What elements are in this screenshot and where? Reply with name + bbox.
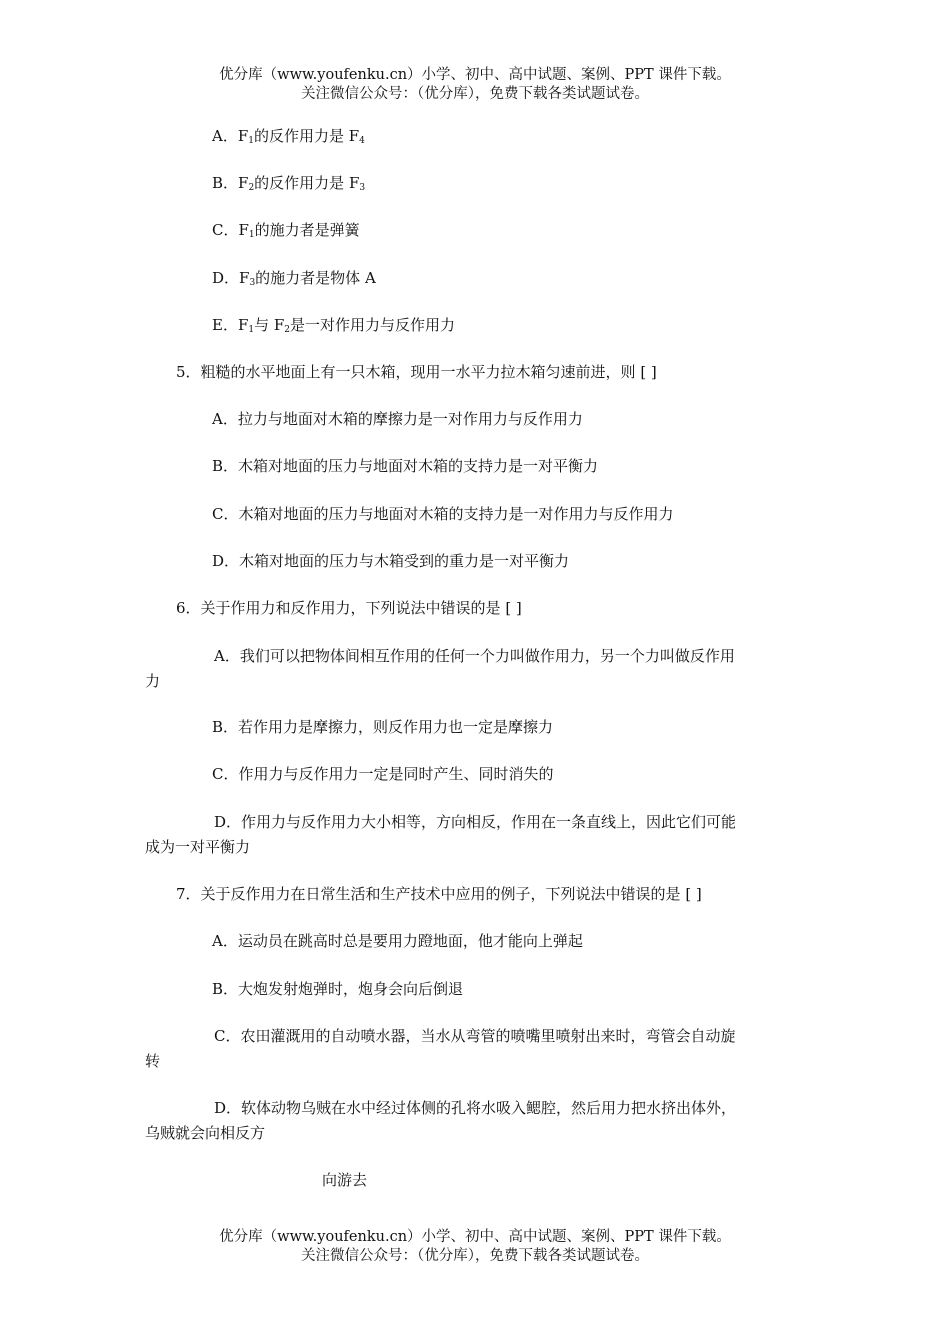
- q4-option-c: C．$F_1$的施力者是弹簧: [212, 221, 360, 240]
- q7-stem: 7．关于反作用力在日常生活和生产技术中应用的例子，下列说法中错误的是 [ ]: [176, 885, 702, 903]
- header-line-2: 关注微信公众号：（优分库），免费下载各类试题试卷。: [301, 86, 649, 102]
- q5-option-b: B．木箱对地面的压力与地面对木箱的支持力是一对平衡力: [212, 457, 599, 475]
- q7-option-c-line-1: C．农田灌溉用的自动喷水器，当水从弯管的喷嘴里喷射出来时，弯管会自动旋: [214, 1027, 736, 1045]
- q4-option-d: D．$F_3$的施力者是物体 A: [212, 269, 376, 288]
- q7-option-b: B．大炮发射炮弹时，炮身会向后倒退: [212, 980, 464, 998]
- q7-option-d-line-2: 乌贼就会向相反方: [145, 1124, 266, 1142]
- q6-option-c: C．作用力与反作用力一定是同时产生、同时消失的: [212, 765, 554, 783]
- q6-option-a-line-1: A．我们可以把物体间相互作用的任何一个力叫做作用力，另一个力叫做反作用: [214, 647, 735, 665]
- q6-option-a-line-2: 力: [145, 672, 161, 690]
- q4-option-b: B．$F_2$的反作用力是 $F_3$: [212, 174, 366, 193]
- q6-option-d-line-1: D．作用力与反作用力大小相等，方向相反，作用在一条直线上，因此它们可能: [214, 813, 737, 831]
- q7-option-d-line-1: D．软体动物乌贼在水中经过体侧的孔将水吸入鳃腔，然后用力把水挤出体外，: [214, 1099, 737, 1117]
- q7-option-a: A．运动员在跳高时总是要用力蹬地面，他才能向上弹起: [212, 932, 583, 950]
- q4-option-e: E．$F_1$与 $F_2$是一对作用力与反作用力: [212, 316, 456, 335]
- q6-option-d-line-2: 成为一对平衡力: [145, 838, 251, 856]
- q5-option-d: D．木箱对地面的压力与木箱受到的重力是一对平衡力: [212, 552, 570, 570]
- header-line-1: 优分库（www.youfenku.cn）小学、初中、高中试题、案例、PPT 课件下载。: [219, 67, 731, 83]
- q7-option-d-line-3: 向游去: [322, 1171, 368, 1189]
- q7-option-c-line-2: 转: [145, 1052, 161, 1070]
- q5-option-c: C．木箱对地面的压力与地面对木箱的支持力是一对作用力与反作用力: [212, 505, 674, 523]
- q5-option-a: A．拉力与地面对木箱的摩擦力是一对作用力与反作用力: [212, 410, 583, 428]
- q5-stem: 5．粗糙的水平地面上有一只木箱，现用一水平力拉木箱匀速前进，则 [ ]: [176, 363, 657, 381]
- q6-stem: 6．关于作用力和反作用力，下列说法中错误的是 [ ]: [176, 599, 522, 617]
- footer-line-1: 优分库（www.youfenku.cn）小学、初中、高中试题、案例、PPT 课件下载。: [219, 1229, 731, 1245]
- footer-line-2: 关注微信公众号：（优分库），免费下载各类试题试卷。: [301, 1248, 649, 1264]
- q6-option-b: B．若作用力是摩擦力，则反作用力也一定是摩擦力: [212, 718, 554, 736]
- q4-option-a: A．$F_1$的反作用力是 $F_4$: [212, 127, 365, 146]
